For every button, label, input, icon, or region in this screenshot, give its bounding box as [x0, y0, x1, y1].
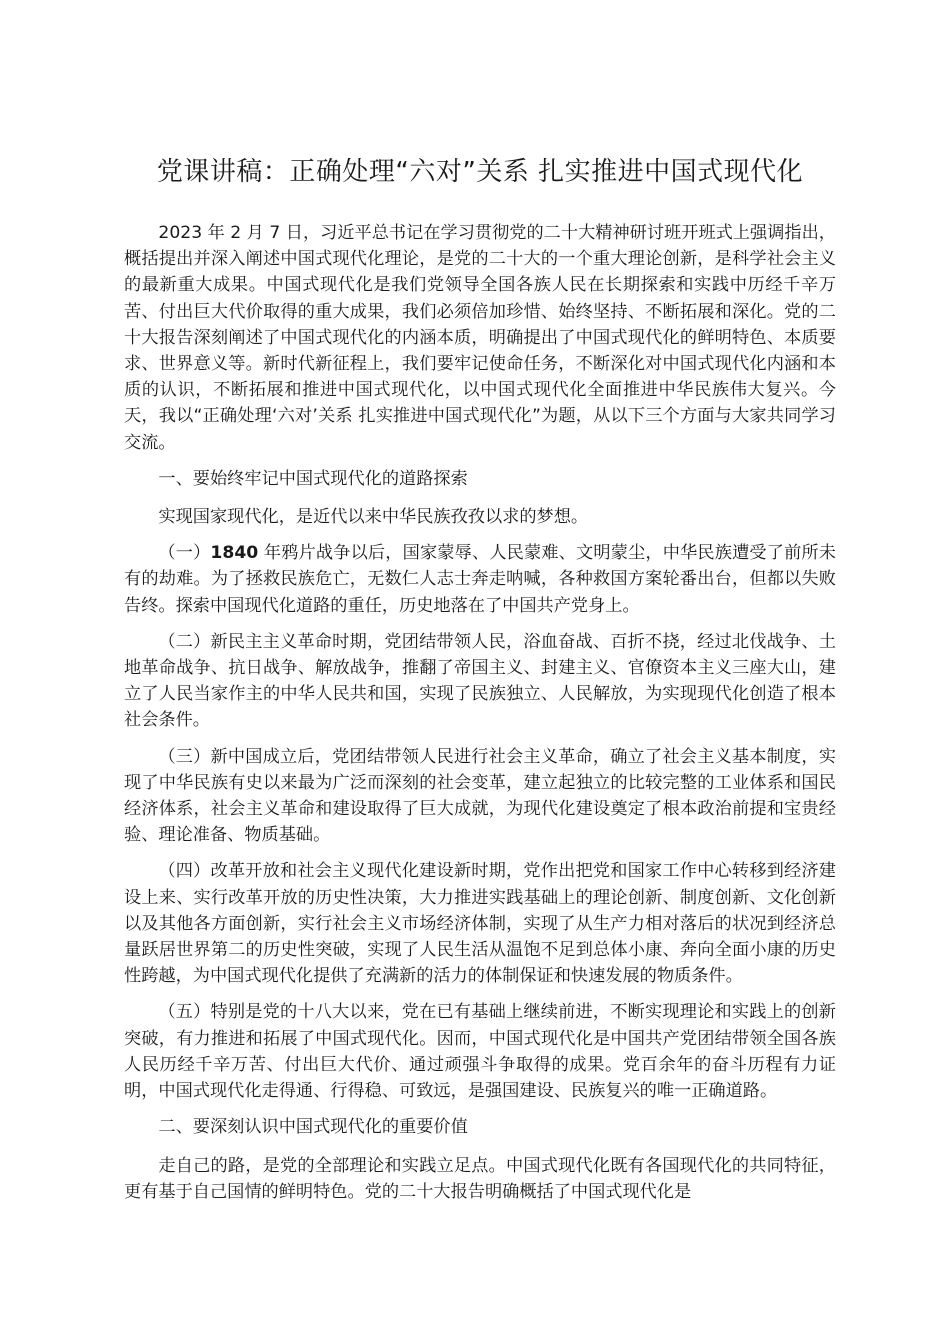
section-1-item-5: （五）特别是党的十八大以来，党在已有基础上继续前进，不断实现理论和实践上的创新突破，有力推进和拓展了中国式现代化。因而，中国式现代化是中国共产党团结带领全国各族人民历经千辛万苦、付出巨大代价、通过顽强斗争取得的成果。党百余年的奋斗历程有力证明，中国式现代化走得通、行得稳、可致远，是强国建设、民族复兴的唯一正确道路。	[124, 1002, 836, 1102]
section-heading-2: 二、要深刻认识中国式现代化的重要价值	[158, 1117, 468, 1138]
section-2-lead-paragraph: 走自己的路，是党的全部理论和实践立足点。中国式现代化既有各国现代化的共同特征，更有基于自己国情的鲜明特色。党的二十大报告明确概括了中国式现代化是	[124, 1155, 836, 1202]
section-heading-1: 一、要始终牢记中国式现代化的道路探索	[158, 468, 468, 489]
item-1-prefix: （一）	[158, 543, 211, 564]
document-title: 党课讲稿：正确处理“六对”关系 扎实推进中国式现代化	[156, 157, 804, 187]
document-page	[124, 150, 836, 1215]
section-1-item-2: （二）新民主主义革命时期，党团结带领人民，浴血奋战、百折不挠，经过北伐战争、土地革命战争、抗日战争、解放战争，推翻了帝国主义、封建主义、官僚资本主义三座大山，建立了人民当家作主的中华人民共和国，实现了民族独立、人民解放，为实现现代化创造了根本社会条件。	[124, 631, 836, 731]
section-1-item-3: （三）新中国成立后，党团结带领人民进行社会主义革命，确立了社会主义基本制度，实现了中华民族有史以来最为广泛而深刻的社会变革，建立起独立的比较完整的工业体系和国民经济体系，社会主义革命和建设取得了巨大成就，为现代化建设奠定了根本政治前提和宝贵经验、理论准备、物质基础。	[124, 746, 836, 846]
section-1-item-4: （四）改革开放和社会主义现代化建设新时期，党作出把党和国家工作中心转移到经济建设上来、实行改革开放的历史性决策，大力推进实践基础上的理论创新、制度创新、文化创新以及其他各方面创新，实行社会主义市场经济体制，实现了从生产力相对落后的状况到经济总量跃居世界第二的历史性突破，实现了人民生活从温饱不足到总体小康、奔向全面小康的历史性跨越，为中国式现代化提供了充满新的活力的体制保证和快速发展的物质条件。	[124, 861, 836, 987]
section-1-lead-paragraph: 实现国家现代化，是近代以来中华民族孜孜以求的梦想。	[158, 507, 589, 528]
section-1-item-1	[124, 540, 836, 619]
intro-paragraph: 2023 年 2 月 7 日，习近平总书记在学习贯彻党的二十大精神研讨班开班式上强调指出，概括提出并深入阐述中国式现代化理论，是党的二十大的一个重大理论创新，是科学社会主义的最新重大成果。中国式现代化是我们党领导全国各族人民在长期探索和实践中历经千辛万苦、付出巨大代价取得的重大成果，我们必须倍加珍惜、始终坚持、不断拓展和深化。党的二十大报告深刻阐述了中国式现代化的内涵本质，明确提出了中国式现代化的鲜明特色、本质要求、世界意义等。新时代新征程上，我们要牢记使命任务，不断深化对中国式现代化内涵和本质的认识，不断拓展和推进中国式现代化，以中国式现代化全面推进中华民族伟大复兴。今天，我以“正确处理‘六对’关系 扎实推进中国式现代化”为题，从以下三个方面与大家共同学习交流。	[124, 223, 836, 453]
item-1-text: 年鸦片战争以后，国家蒙辱、人民蒙难、文明蒙尘，中华民族遭受了前所未有的劫难。为了拯救民族危亡，无数仁人志士奔走呐喊，各种救国方案轮番出台，但都以失败告终。探索中国现代化道路的重任，历史地落在了中国共产党身上。	[124, 543, 836, 616]
item-1-year: 1840	[210, 543, 259, 564]
